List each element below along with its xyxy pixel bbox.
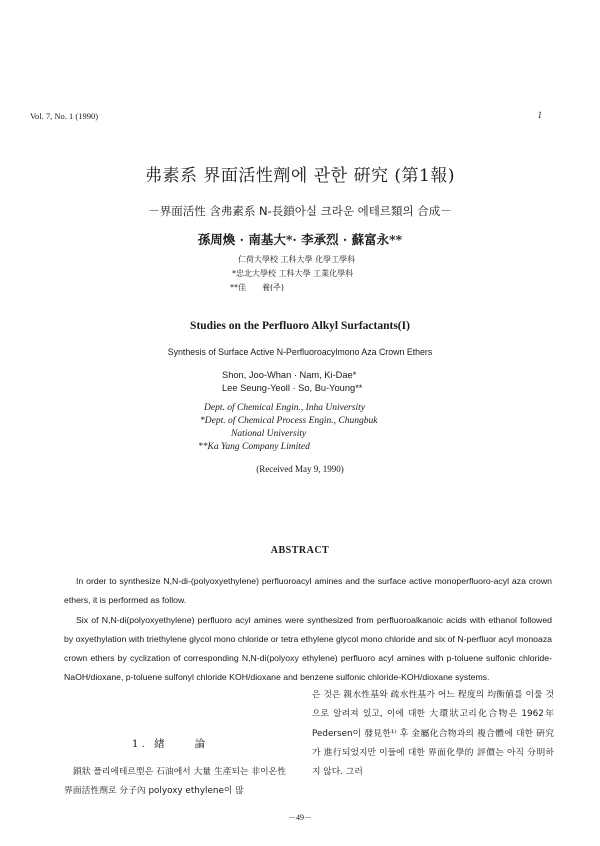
abstract-paragraph-1: In order to synthesize N,N-di-(polyoxyethylene) perfluoroacyl amines and the surface active monoperfluoro-acyl aza crown ethers, it is performed as follow. — [64, 576, 552, 606]
english-author-line-1: Shon, Joo-Whan · Nam, Ki-Dae* — [222, 370, 357, 380]
english-affiliation-4: **Ka Yang Company Limited — [198, 442, 310, 452]
korean-affiliation-3: **佳 養(주) — [230, 283, 284, 292]
section-heading: 1. 緖 論 — [131, 738, 209, 750]
english-affiliation-2: *Dept. of Chemical Process Engin., Chungbuk — [200, 416, 378, 426]
right-column-text: 은 것은 親水性基와 疏水性基가 어느 程度의 均衡値를 이룰 것으로 알려져 있고, 이에 대한 大環狀고리化合物은 1962年 Pedersen이 發見한¹⁾ 후 金屬化合物과의 複合體에 대한 硏究가 進行되었지만 이들에 대한 界面化學的 評價는 아직 分明하지 않다. 그러 — [312, 690, 554, 778]
korean-title: 弗素系 界面活性劑에 관한 硏究 (第1報) — [145, 166, 455, 186]
korean-affiliation-2: *忠北大學校 工科大學 工業化學科 — [232, 269, 354, 278]
korean-authors: 孫周煥 · 南基大*· 李承烈 · 蘇富永** — [197, 232, 403, 247]
english-affiliations — [198, 402, 378, 454]
abstract-body — [64, 572, 552, 688]
journal-volume: Vol. 7, No. 1 (1990) — [30, 111, 99, 121]
english-affiliation-3: National University — [231, 429, 307, 439]
body-left-column — [64, 763, 286, 801]
korean-affiliation-1: 仁荷大學校 工科大學 化學工學科 — [238, 255, 356, 264]
page-number: －49－ — [288, 813, 312, 822]
english-author-line-2: Lee Seung-Yeoll · So, Bu-Young** — [222, 383, 363, 393]
received-date: (Received May 9, 1990) — [256, 464, 344, 474]
left-column-text: 鎖狀 폴리에테르型은 石油에서 大量 生產되는 非이온性界面活性劑로 分子內 polyoxy ethylene이 많 — [64, 767, 286, 796]
english-subtitle: Synthesis of Surface Active N-Perfluoroacylmono Aza Crown Ethers — [167, 347, 433, 357]
english-title: Studies on the Perfluoro Alkyl Surfactants(I) — [190, 320, 410, 332]
english-affiliation-1: Dept. of Chemical Engin., Inha University — [204, 403, 365, 413]
abstract-heading: ABSTRACT — [270, 545, 330, 556]
abstract-paragraph-2: Six of N,N-di(polyoxyethylene) perfluoro acyl amines were synthesized from perfluoroalkanoic acids with ethanol followed by oxyethylation with triethylene glycol mono chloride or tetra ethylene glycol mono chloride and six of N-perfluor acyl monoaza crown ethers by cyclization of corresponding N,N-di(polyoxy ethylene) perfluoro acyl amines with p-toluene sulfonic chloride-NaOH/dioxane, p-toluene sulfonyl chloride KOH/dioxane and benzene sulfonic chloride-KOH/dioxane systems. — [64, 614, 552, 683]
korean-subtitle: －界面活性 含弗素系 N-長鎖아실 크라운 에테르類의 合成－ — [148, 204, 452, 218]
page-marker: 1 — [537, 110, 542, 120]
english-authors — [222, 369, 362, 395]
body-right-column — [312, 686, 554, 782]
